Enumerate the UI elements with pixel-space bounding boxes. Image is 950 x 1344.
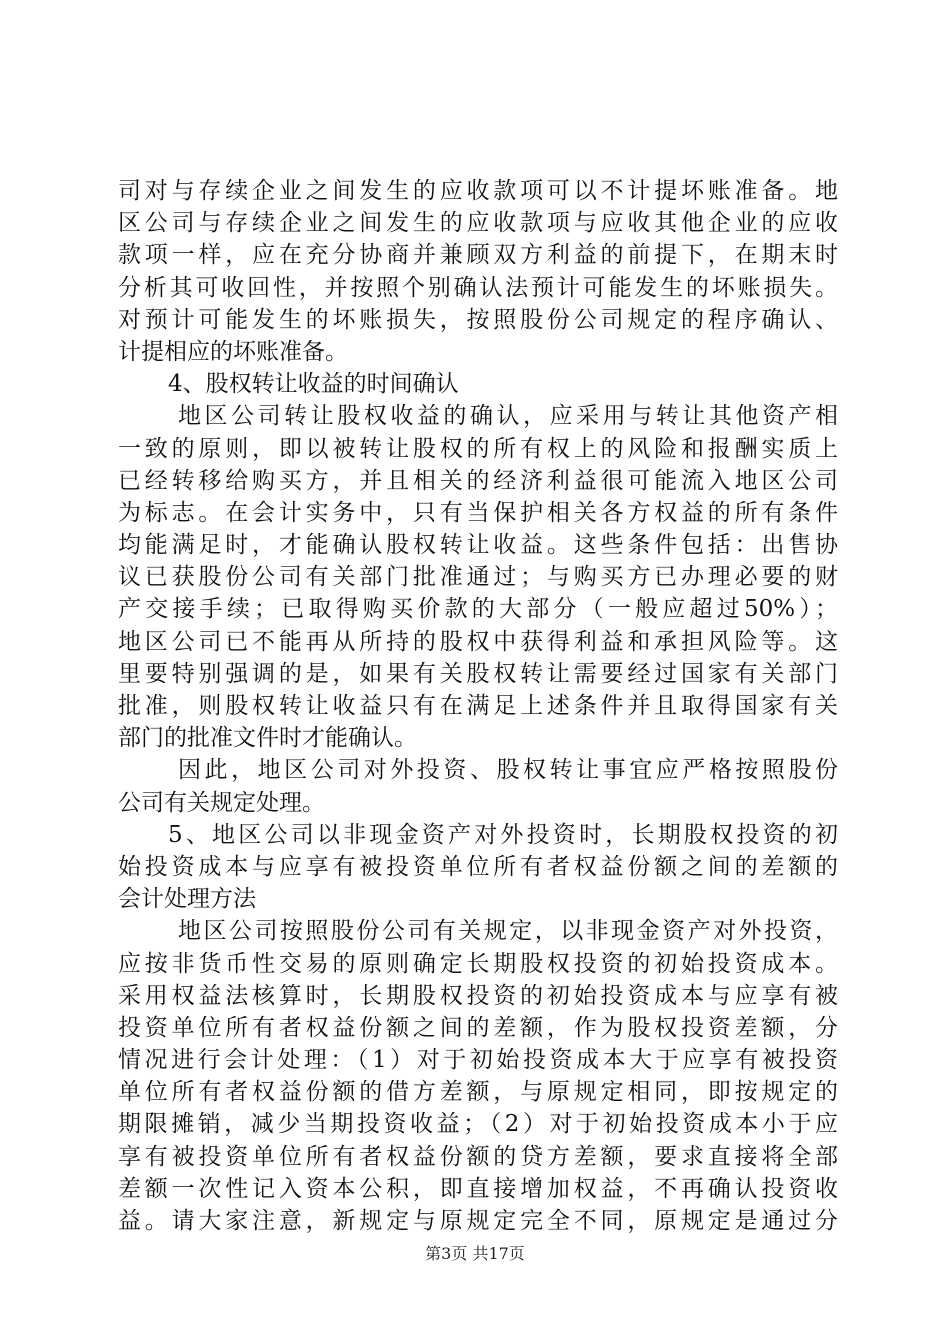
text-line: 款项一样，应在充分协商并兼顾双方利益的前提下，在期末时 [118,242,838,269]
text-line: 为标志。在会计实务中，只有当保护相关各方权益的所有条件 [118,499,838,526]
text-line: 分析其可收回性，并按照个别确认法预计可能发生的坏账损失。 [118,274,838,301]
text-line: 享有被投资单位所有者权益份额的贷方差额，要求直接将全部 [118,1143,838,1170]
section-heading [118,819,838,916]
text-line: 里要特别强调的是，如果有关股权转让需要经过国家有关部门 [118,660,838,687]
text-line: 公司有关规定处理。 [118,789,325,816]
text-line: 司对与存续企业之间发生的应收款项可以不计提坏账准备。地 [118,178,838,204]
text-line: 采用权益法核算时，长期股权投资的初始投资成本与应享有被 [118,982,838,1009]
paragraph [118,400,838,754]
paragraph [118,175,838,368]
text-line: 计提相应的坏账准备。 [118,338,348,365]
section-heading-text: 始投资成本与应享有被投资单位所有者权益份额之间的差额的 [118,853,838,880]
text-line: 益。请大家注意，新规定与原规定完全不同，原规定是通过分 [118,1208,838,1234]
page-number-footer: 第3页 共17页 [425,1244,525,1263]
text-line: 地区公司按照股份公司有关规定，以非现金资产对外投资， [178,918,838,945]
text-line: 单位所有者权益份额的借方差额，与原规定相同，即按规定的 [118,1079,838,1106]
text-line: 区公司与存续企业之间发生的应收款项与应收其他企业的应收 [118,210,838,237]
text-line: 议已获股份公司有关部门批准通过；与购买方已办理必要的财 [118,564,838,591]
text-line: 地区公司已不能再从所持的股权中获得利益和承担风险等。这 [118,628,838,655]
text-line: 期限摊销，减少当期投资收益；（2）对于初始投资成本小于应 [118,1111,838,1138]
text-line: 应按非货币性交易的原则确定长期股权投资的初始投资成本。 [118,950,838,977]
text-line: 因此，地区公司对外投资、股权转让事宜应严格按照股份 [178,757,838,784]
text-line: 部门的批准文件时才能确认。 [118,725,417,752]
section-heading-text: 4、股权转让收益的时间确认 [168,371,459,398]
text-line: 对预计可能发生的坏账损失，按照股份公司规定的程序确认、 [118,306,838,333]
text-line: 投资单位所有者权益份额之间的差额，作为股权投资差额，分 [118,1014,838,1041]
section-heading-text: 会计处理方法 [118,886,256,913]
text-line: 批准，则股权转让收益只有在满足上述条件并且取得国家有关 [118,693,838,719]
body-text [118,175,838,1237]
section-heading [118,368,838,400]
text-line: 情况进行会计处理：（1）对于初始投资成本大于应享有被投资 [118,1047,838,1074]
section-heading-text: 5、地区公司以非现金资产对外投资时，长期股权投资的初 [168,821,838,848]
text-line: 已经转移给购买方，并且相关的经济利益很可能流入地区公司 [118,467,838,494]
paragraph [118,754,838,818]
text-line: 差额一次性记入资本公积，即直接增加权益，不再确认投资收 [118,1175,838,1202]
text-line: 一致的原则，即以被转让股权的所有权上的风险和报酬实质上 [118,435,838,462]
text-line: 产交接手续；已取得购买价款的大部分（一般应超过50%）； [118,596,838,623]
paragraph [118,915,838,1237]
text-line: 均能满足时，才能确认股权转让收益。这些条件包括：出售协 [118,532,838,559]
text-line: 地区公司转让股权收益的确认，应采用与转让其他资产相 [178,403,838,430]
